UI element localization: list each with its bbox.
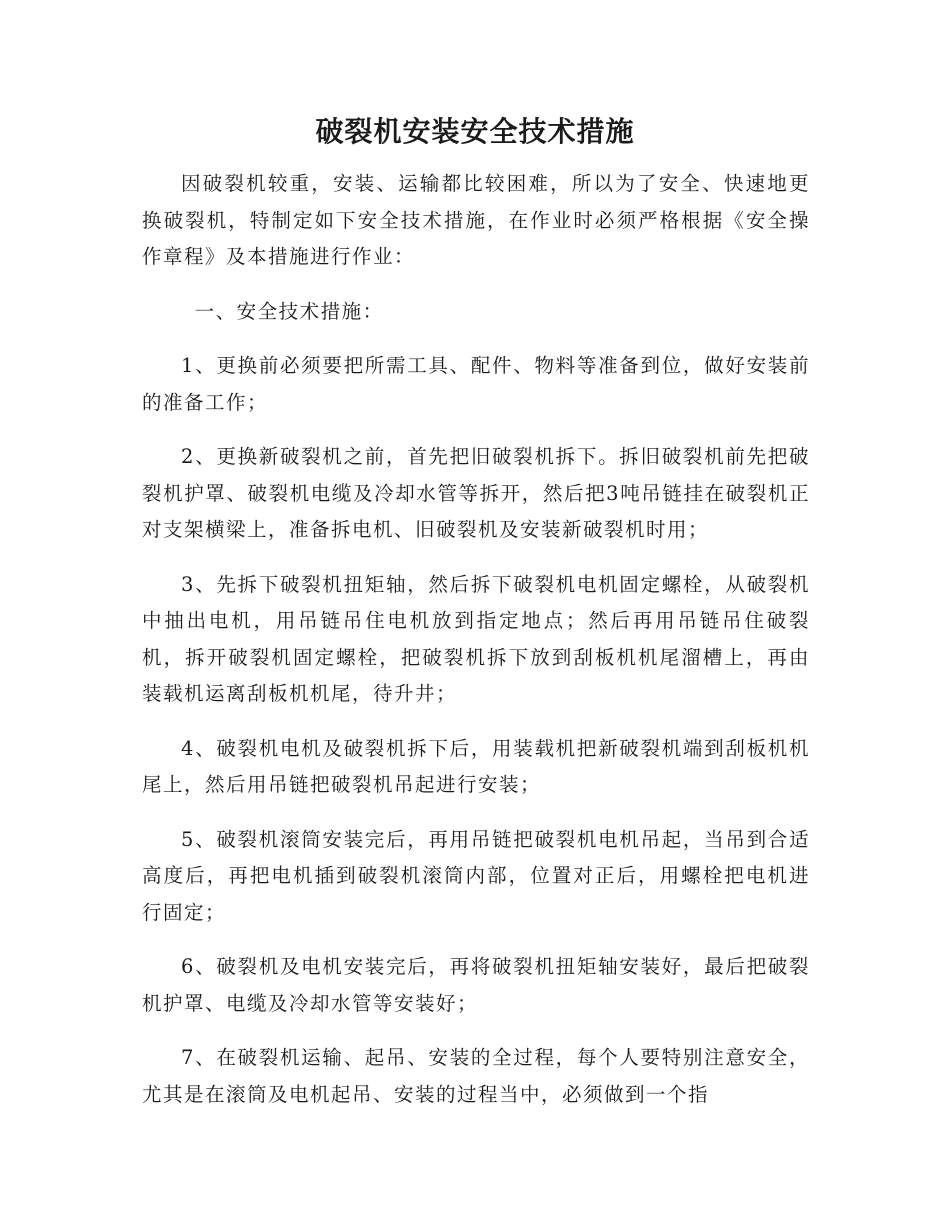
list-item: 3、先拆下破裂机扭矩轴，然后拆下破裂机电机固定螺栓，从破裂机中抽出电机，用吊链吊住电机放到指定地点；然后再用吊链吊住破裂机，拆开破裂机固定螺栓，把破裂机拆下放到刮板机机尾溜槽上，再由装载机运离刮板机机尾，待升井； [142,572,810,705]
section-heading: 一、安全技术措施： [194,299,384,323]
list-item: 1、更换前必须要把所需工具、配件、物料等准备到位，做好安装前的准备工作； [142,354,810,414]
document-title: 破裂机安装安全技术措施 [315,115,635,148]
list-item: 5、破裂机滚筒安装完后，再用吊链把破裂机电机吊起，当吊到合适高度后，再把电机插到破裂机滚筒内部，位置对正后，用螺栓把电机进行固定； [142,827,810,924]
document-body [142,166,810,1113]
list-item: 4、破裂机电机及破裂机拆下后，用装载机把新破裂机端到刮板机机尾上，然后用吊链把破裂机吊起进行安装； [142,736,810,796]
list-item: 6、破裂机及电机安装完后，再将破裂机扭矩轴安装好，最后把破裂机护罩、电缆及冷却水管等安装好； [142,955,810,1015]
list-item: 7、在破裂机运输、起吊、安装的全过程，每个人要特别注意安全，尤其是在滚筒及电机起吊、安装的过程当中，必须做到一个指 [142,1046,810,1106]
list-item: 2、更换新破裂机之前，首先把旧破裂机拆下。拆旧破裂机前先把破裂机护罩、破裂机电缆及冷却水管等拆开，然后把3吨吊链挂在破裂机正对支架横梁上，准备拆电机、旧破裂机及安装新破裂机时用； [142,445,810,541]
intro-paragraph: 因破裂机较重，安装、运输都比较困难，所以为了安全、快速地更换破裂机，特制定如下安全技术措施，在作业时必须严格根据《安全操作章程》及本措施进行作业： [142,172,810,268]
